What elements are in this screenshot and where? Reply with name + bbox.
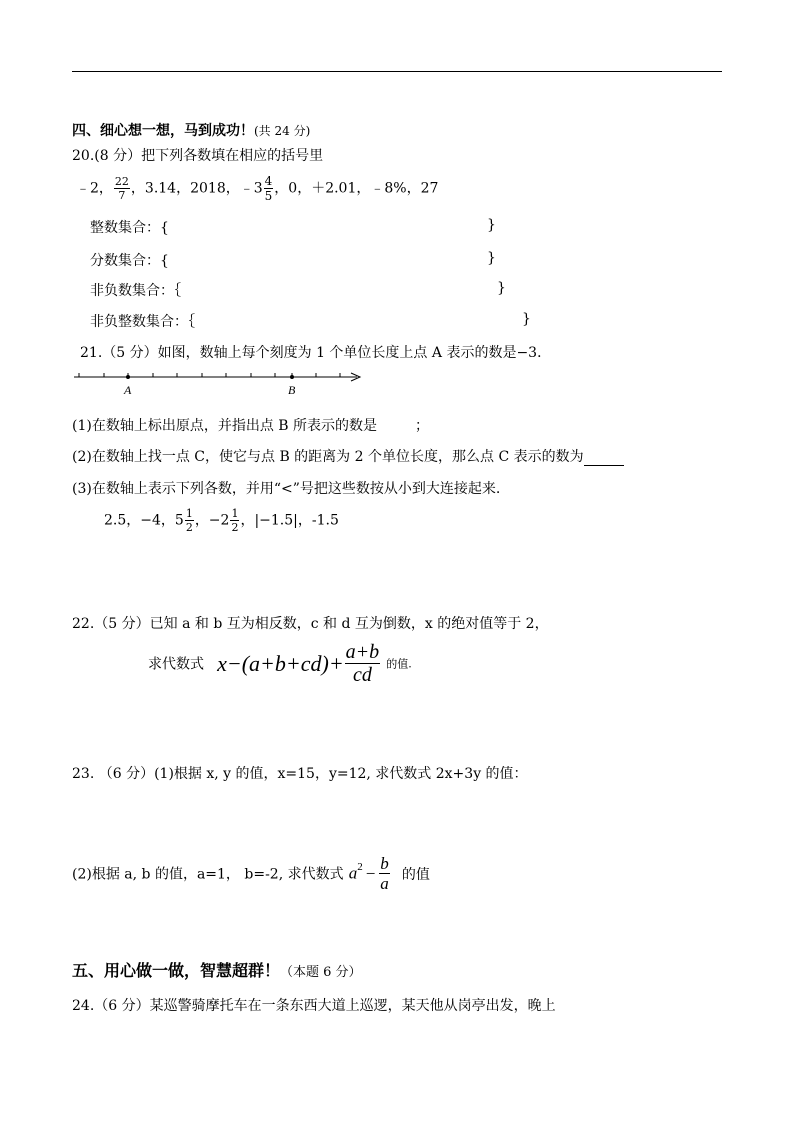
q20-frac2-numerator: 4 <box>264 174 273 188</box>
q23-base: a <box>348 863 358 883</box>
q20-number-part-2: ，3.14，2018，﹣3 <box>130 180 263 197</box>
q23-part2-prefix: (2)根据 a, b 的值，a=1， b=-2, 求代数式 <box>72 866 344 883</box>
q21-part3: (3)在数轴上表示下列各数，并用“<”号把这些数按从小到大连接起来. <box>72 481 501 497</box>
set-nonnegative-close: } <box>497 280 506 296</box>
q21-stem: 21.（5 分）如图，数轴上每个刻度为 1 个单位长度上点 A 表示的数是−3． <box>80 345 552 361</box>
section-4-heading <box>72 120 310 140</box>
q21-part1-text: (1)在数轴上标出原点，并指出点 B 所表示的数是 <box>72 418 378 434</box>
q23-part1: 23. （6 分）(1)根据 x, y 的值，x=15，y=12, 求代数式 2x+3y 的值： <box>72 766 528 782</box>
q23-fraction <box>379 855 390 892</box>
q22-stem: 22.（5 分）已知 a 和 b 互为相反数，c 和 d 互为倒数，x 的绝对值等于 2， <box>72 616 549 632</box>
q22-expression <box>148 642 412 685</box>
q21-num-part-a: 2.5，−4，5 <box>104 512 184 529</box>
q22-prefix: 求代数式 <box>148 656 204 673</box>
q20-frac2-denominator: 5 <box>264 189 273 203</box>
q20-fraction-22-7 <box>114 176 130 201</box>
header-rule <box>72 71 722 72</box>
q20-stem: 20.(8 分）把下列各数填在相应的括号里 <box>72 148 324 164</box>
number-line <box>72 366 372 400</box>
section-5-heading <box>72 958 362 981</box>
q21-frac2-denominator: 2 <box>231 521 239 534</box>
set-fraction-label: 分数集合：{ <box>90 253 169 269</box>
section-4-title: 四、细心想一想，马到成功！ <box>72 123 254 139</box>
q21-fraction-1 <box>185 508 194 533</box>
number-line-ticks <box>79 373 340 377</box>
q22-frac-denominator: cd <box>352 664 372 686</box>
q21-answer-blank <box>584 451 624 466</box>
q23-part2 <box>72 855 430 892</box>
q22-frac-numerator: a+b <box>345 641 380 663</box>
q22-suffix: 的值. <box>386 657 412 671</box>
set-nonnegative-integer-label: 非负整数集合：｛ <box>90 314 195 330</box>
q21-num-part-c: ，|−1.5|，-1.5 <box>240 512 339 529</box>
q21-part2 <box>72 446 624 466</box>
section-5-title: 五、用心做一做，智慧超群！ <box>72 961 281 980</box>
q24-stem: 24.（6 分）某巡警骑摩托车在一条东西大道上巡逻，某天他从岗亭出发，晚上 <box>72 998 556 1014</box>
q23-frac-numerator: b <box>380 854 389 873</box>
set-integer-close: } <box>487 217 496 233</box>
q21-part1-end: ； <box>415 418 430 434</box>
q21-numbers <box>104 508 339 533</box>
q21-num-part-b: ，−2 <box>194 512 230 529</box>
q21-part2-text: (2)在数轴上找一点 C，使它与点 B 的距离为 2 个单位长度，那么点 C 表示的数为 <box>72 449 584 465</box>
set-fraction-close: } <box>487 250 496 266</box>
set-nonnegative-integer-close: } <box>522 311 531 327</box>
q23-minus: − <box>365 863 376 883</box>
q21-frac1-denominator: 2 <box>185 521 193 534</box>
q21-frac2-numerator: 1 <box>231 507 239 520</box>
section-5-score: （本题 6 分） <box>280 965 362 980</box>
q20-number-part-1: ﹣2， <box>76 180 113 197</box>
point-b-label: B <box>288 383 296 397</box>
q20-number-list <box>76 175 438 202</box>
q20-frac1-denominator: 7 <box>118 189 126 202</box>
q20-fraction-4-5 <box>264 175 274 202</box>
q20-number-part-3: ，0，＋2.01，﹣8%，27 <box>274 180 439 197</box>
set-nonnegative-label: 非负数集合：｛ <box>90 283 181 299</box>
q21-frac1-numerator: 1 <box>185 507 193 520</box>
q20-frac1-numerator: 22 <box>114 175 129 188</box>
q21-fraction-2 <box>230 508 239 533</box>
point-a-label: A <box>124 383 132 397</box>
point-b-dot <box>290 375 294 379</box>
point-a-dot <box>126 375 130 379</box>
set-integer-label: 整数集合：{ <box>90 220 169 236</box>
section-4-score: (共 24 分) <box>254 124 311 138</box>
q22-expression-fraction <box>345 642 381 685</box>
q21-part1 <box>72 415 429 435</box>
q22-expression-main: x−(a+b+cd)+ <box>217 650 344 676</box>
q23-part2-suffix: 的值 <box>401 866 430 883</box>
q23-frac-denominator: a <box>380 874 389 893</box>
q23-exponent: 2 <box>357 860 363 873</box>
